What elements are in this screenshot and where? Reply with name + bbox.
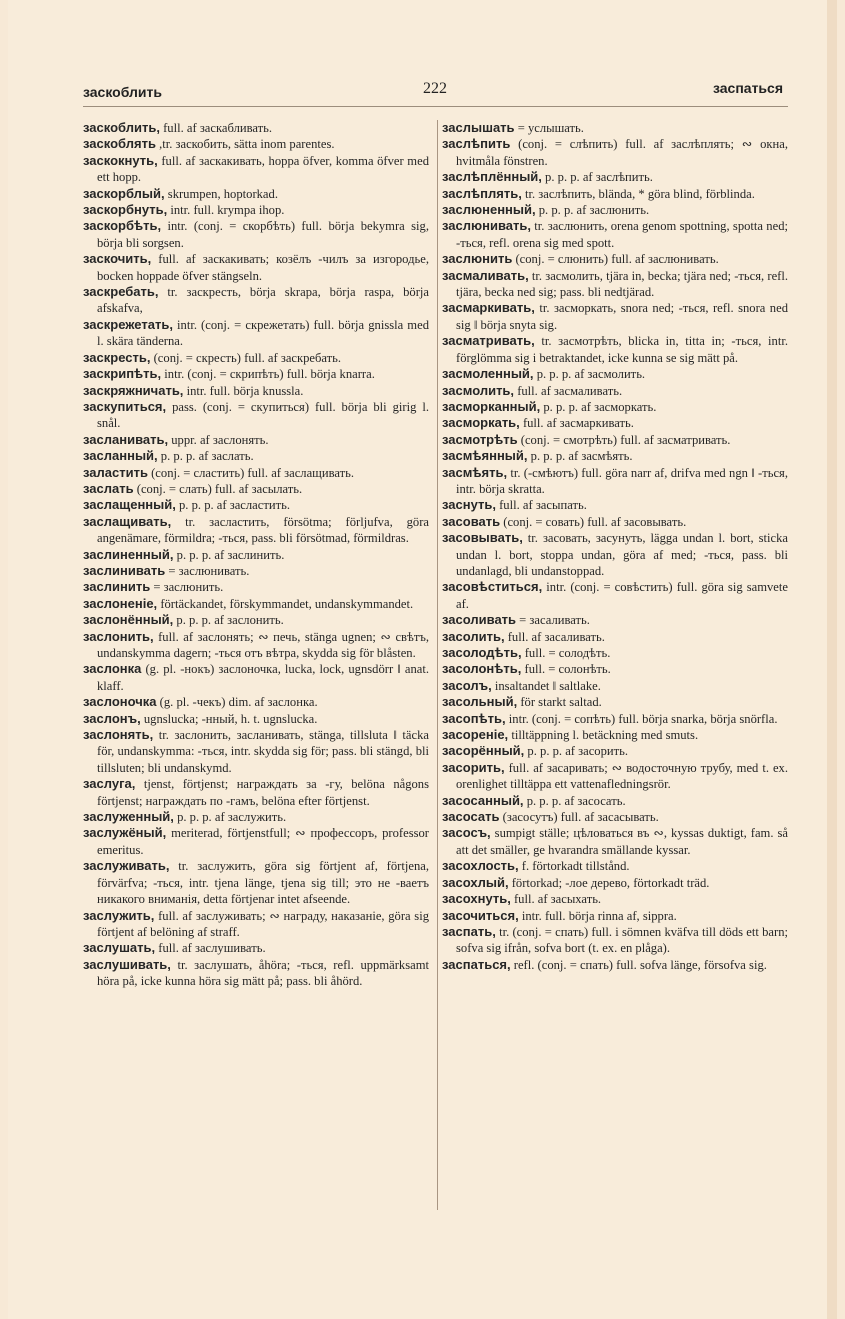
entry-definition: tr. (conj. = спать) full. i sömnen kväfva till döds ett barn; sofva sig ifrån, sofva bort (t. ex. en plåga).	[456, 924, 788, 956]
entry-definition: p. p. p. af заслать.	[157, 449, 254, 464]
dictionary-entry	[83, 350, 429, 366]
entry-headword: заслюненный,	[442, 202, 536, 218]
entry-headword: засочиться,	[442, 907, 519, 923]
entry-headword: засмолить,	[442, 382, 515, 398]
entry-headword: засосанный,	[442, 792, 524, 808]
entry-headword: заскорбнуть,	[83, 202, 168, 218]
entry-definition: p. p. p. af заслѣпить.	[541, 170, 653, 185]
entry-headword: засосать	[442, 809, 500, 825]
dictionary-entry	[83, 120, 429, 136]
page-header	[83, 80, 783, 104]
entry-headword: засохлость,	[442, 858, 519, 874]
entry-headword: заслѣпить	[442, 136, 511, 152]
dictionary-entry	[442, 891, 788, 907]
entry-headword: заслуга,	[83, 776, 136, 792]
entry-headword: заслонённый,	[83, 612, 174, 628]
entry-definition: full. af заскабливать.	[159, 121, 273, 135]
entry-definition: = заслюнить.	[150, 580, 224, 595]
entry-headword: заспать,	[442, 923, 496, 939]
dictionary-entry	[83, 776, 429, 809]
entry-definition: (g. pl. -чекъ) dim. af заслонка.	[156, 695, 318, 710]
entry-definition: tr. заслужить, göra sig förtjent af, förtjena, förvärfva; -ться, intr. tjena länge, tjena sig till; это не -ваетъ никакого вниманія, detta förtjenar intet afseende.	[97, 859, 429, 907]
dictionary-entry	[442, 300, 788, 333]
entry-headword: засореніе,	[442, 727, 509, 743]
entry-headword: заскоблить,	[83, 120, 160, 135]
entry-definition: tr. засмолить, tjära in, becka; tjära ned; -ться, refl. tjära, becka ned sig; pass. bli nedtjärad.	[456, 268, 788, 300]
dictionary-entry	[83, 366, 429, 382]
entry-headword: заскупиться,	[83, 398, 167, 414]
entry-definition: p. p. p. af засосать.	[523, 793, 626, 808]
dictionary-entry	[442, 793, 788, 809]
entry-definition: tr. заслонить, засланивать, stänga, tillsluta ‖ täcka för, undanskymma: -ться, intr. skydda sig för; pass. bli stängd, bli tillsluten; bli undanskymd.	[97, 728, 429, 775]
dictionary-entry	[442, 727, 788, 743]
dictionary-entry	[83, 596, 429, 612]
entry-headword: засмѣять,	[442, 464, 508, 480]
entry-definition: full. af засаривать; ∾ водосточную трубу, med t. ex. orenlighet tilltäppa ett vattenafledningsrör.	[456, 760, 788, 792]
entry-definition: (conj. = слѣпить) full. af заслѣплять; ∾ окна, hvitmåla fönstren.	[456, 137, 788, 168]
header-right-word: заспаться	[712, 80, 783, 96]
dictionary-entry	[442, 136, 788, 169]
header-rule	[83, 106, 788, 107]
dictionary-entry	[442, 333, 788, 366]
entry-definition: insaltandet ‖ saltlake.	[491, 678, 601, 693]
dictionary-entry	[83, 727, 429, 776]
dictionary-entry	[442, 924, 788, 957]
entry-headword: засовать	[442, 513, 501, 529]
entry-definition: full. af заслонять; ∾ печь, stänga ugnen; ∾ свѣтъ, undanskymma dagern; -ться отъ вѣтра, skydda sig för blåsten.	[97, 629, 429, 660]
entry-definition: tilltäppning l. betäckning med smuts.	[508, 728, 699, 743]
entry-definition: full. af заскакивать; козёлъ -чилъ за изгородье, bocken hoppade öfver stängseln.	[97, 252, 429, 283]
entry-headword: заснуть,	[442, 497, 496, 513]
dictionary-entry	[442, 186, 788, 202]
entry-headword: заслѣплять,	[442, 185, 522, 201]
left-column	[83, 120, 429, 990]
entry-headword: засмаливать,	[442, 267, 529, 283]
dictionary-entry	[442, 218, 788, 251]
entry-headword: засланный,	[83, 448, 158, 464]
dictionary-entry	[442, 678, 788, 694]
entry-headword: заслѣплённый,	[442, 169, 542, 185]
dictionary-entry	[442, 809, 788, 825]
dictionary-entry	[442, 579, 788, 612]
entry-headword: засохнуть,	[442, 891, 511, 907]
dictionary-entry	[442, 432, 788, 448]
entry-headword: засолонѣть,	[442, 661, 522, 677]
entry-definition: = заслюнивать.	[165, 563, 250, 578]
dictionary-entry	[83, 629, 429, 662]
entry-headword: заслуженный,	[83, 809, 174, 825]
dictionary-entry	[442, 743, 788, 759]
entry-headword: засопѣть,	[442, 710, 506, 726]
entry-headword: заслинить	[83, 579, 151, 595]
entry-definition: tr. заслѣпить, blända, * göra blind, förblinda.	[521, 186, 755, 201]
dictionary-entry	[83, 563, 429, 579]
entry-headword: засмотрѣть	[442, 431, 518, 447]
entry-definition: intr. full. börja rinna af, sippra.	[518, 908, 677, 923]
entry-definition: f. förtorkadt tillstånd.	[518, 859, 630, 874]
dictionary-entry	[83, 317, 429, 350]
entry-headword: засольный,	[442, 694, 518, 710]
entry-headword: засохлый,	[442, 874, 509, 890]
entry-headword: заскряжничать,	[83, 382, 184, 398]
entry-headword: заслинивать	[83, 562, 166, 578]
dictionary-entry	[442, 661, 788, 677]
dictionary-entry	[442, 908, 788, 924]
entry-definition: ,tr. заскобить, sätta inom parentes.	[155, 137, 335, 152]
dictionary-entry	[83, 940, 429, 956]
dictionary-entry	[442, 448, 788, 464]
entry-headword: засмоленный,	[442, 366, 534, 382]
entry-definition: tr. засовать, засунуть, lägga undan l. bort, sticka undan l. bort, stoppa undan, göra af med; -ться, pass. bli undanlagd, bli undanstoppad.	[456, 531, 788, 578]
entry-definition: p. p. p. af заслужить.	[173, 810, 287, 825]
dictionary-entry	[442, 366, 788, 382]
entry-headword: заслушивать,	[83, 956, 171, 972]
dictionary-entry	[83, 711, 429, 727]
entry-headword: заскокнуть,	[83, 152, 158, 168]
dictionary-entry	[442, 399, 788, 415]
entry-definition: tr. заслушать, åhöra; -ться, refl. uppmärksamt höra på, icke kunna höra sig mätt på; pass. bli åhörd.	[97, 957, 429, 989]
entry-definition: full. af засаливать.	[504, 629, 605, 644]
dictionary-entry	[442, 415, 788, 431]
dictionary-entry	[83, 202, 429, 218]
entry-definition: = засаливать.	[516, 613, 590, 628]
entry-headword: засовывать,	[442, 530, 523, 546]
entry-definition: full. af засыхать.	[510, 892, 602, 907]
entry-definition: för starkt saltad.	[517, 695, 602, 710]
entry-definition: (g. pl. -нокъ) заслоночка, lucka, lock, ugnsdörr ‖ anat. klaff.	[97, 662, 429, 693]
entry-definition: intr. (conj. = совѣстить) full. göra sig samvete af.	[456, 580, 788, 611]
dictionary-entry	[442, 465, 788, 498]
entry-headword: засорённый,	[442, 743, 525, 759]
entry-definition: refl. (conj. = спать) full. sofva länge, försofva sig.	[510, 957, 767, 972]
dictionary-entry	[442, 711, 788, 727]
entry-definition: p. p. p. af засластить.	[175, 498, 290, 513]
entry-headword: засолодѣть,	[442, 645, 522, 660]
entry-headword: засолить,	[442, 628, 505, 644]
entry-definition: full. af засмаливать.	[514, 383, 623, 398]
dictionary-entry	[83, 383, 429, 399]
dictionary-entry	[83, 612, 429, 628]
entry-definition: p. p. p. af засорить.	[524, 744, 629, 759]
dictionary-entry	[83, 858, 429, 907]
dictionary-entry	[442, 612, 788, 628]
entry-definition: skrumpen, hoptorkad.	[164, 186, 278, 201]
entry-definition: förtorkad; -лое дерево, förtorkadt träd.	[508, 875, 710, 890]
entry-headword: заскресть,	[83, 349, 151, 365]
right-column	[442, 120, 788, 973]
dictionary-entry	[442, 383, 788, 399]
dictionary-entry	[83, 448, 429, 464]
entry-headword: засовѣститься,	[442, 579, 543, 595]
entry-definition: intr. (conj. = сопѣть) full. börja snarka, börja snörfla.	[505, 711, 778, 726]
dictionary-entry	[83, 694, 429, 710]
entry-definition: förtäckandet, förskymmandet, undanskymmandet.	[157, 596, 414, 611]
entry-headword: заслонъ,	[83, 710, 141, 726]
entry-headword: заскрипѣть,	[83, 366, 162, 382]
entry-headword: заскоблять	[83, 136, 156, 152]
entry-headword: заслушать,	[83, 940, 156, 956]
dictionary-entry	[83, 432, 429, 448]
entry-definition: (conj. = сластить) full. af заслащивать.	[147, 465, 355, 480]
entry-definition: tr. засмотрѣть, blicka in, titta in; -ться, intr. förglömma sig i betraktandet, icke kunna se sig mätt på.	[456, 334, 788, 365]
dictionary-entry	[83, 465, 429, 481]
entry-definition: intr. full. krympa ihop.	[167, 203, 285, 218]
dictionary-entry	[442, 497, 788, 513]
entry-headword: заслонять,	[83, 727, 154, 743]
dictionary-entry	[442, 760, 788, 793]
entry-headword: заскочить,	[83, 251, 152, 267]
dictionary-entry	[83, 579, 429, 595]
dictionary-entry	[83, 825, 429, 858]
entry-definition: tr. засморкать, snora ned; -ться, refl. snora ned sig ‖ börja snyta sig.	[456, 301, 788, 332]
dictionary-entry	[83, 251, 429, 284]
entry-headword: заслоненіе,	[83, 595, 158, 611]
dictionary-entry	[442, 957, 788, 973]
dictionary-entry	[442, 694, 788, 710]
dictionary-entry	[442, 251, 788, 267]
entry-headword: заслоночка	[83, 694, 157, 710]
dictionary-entry	[83, 497, 429, 513]
dictionary-entry	[442, 645, 788, 661]
entry-headword: заслюнить	[442, 251, 513, 267]
entry-headword: заслонка	[83, 661, 142, 677]
dictionary-entry	[83, 153, 429, 186]
entry-headword: засорить,	[442, 759, 505, 775]
entry-headword: заслонить,	[83, 628, 154, 644]
dictionary-entry	[442, 825, 788, 858]
entry-headword: засосъ,	[442, 825, 491, 841]
entry-definition: (conj. = совать) full. af засовывать.	[500, 514, 687, 529]
dictionary-entry	[83, 136, 429, 152]
dictionary-entry	[83, 284, 429, 317]
entry-definition: (conj. = слать) full. af засылать.	[133, 481, 303, 496]
entry-definition: p. p. p. af засмолить.	[533, 367, 646, 382]
entry-headword: засоливать	[442, 612, 517, 628]
dictionary-entry	[442, 268, 788, 301]
entry-definition: intr. (conj. = скрипѣть) full. börja knarra.	[161, 367, 375, 382]
dictionary-entry	[83, 218, 429, 251]
entry-definition: full. af засмаркивать.	[519, 416, 634, 431]
dictionary-entry	[442, 169, 788, 185]
entry-headword: заслащенный,	[83, 497, 176, 513]
page-edge	[827, 0, 837, 1319]
entry-definition: p. p. p. af заслюнить.	[535, 203, 650, 218]
dictionary-entry	[442, 202, 788, 218]
dictionary-entry	[83, 399, 429, 432]
entry-definition: (conj. = слюнить) full. af заслюнивать.	[512, 252, 719, 267]
dictionary-entry	[83, 957, 429, 990]
entry-headword: заскребать,	[83, 284, 159, 300]
entry-headword: засморкать,	[442, 415, 520, 431]
entry-definition: intr. (conj. = скорбѣть) full. börja bekymra sig, börja bli sorgsen.	[97, 219, 429, 250]
entry-definition: tjenst, förtjenst; награждать за -гу, belöna någons förtjenst; награждать по -гамъ, belöna efter förtjenst.	[97, 777, 429, 808]
dictionary-entry	[83, 661, 429, 694]
entry-headword: заскорблый,	[83, 185, 165, 201]
entry-headword: заскрежетать,	[83, 316, 173, 332]
entry-definition: tr. (-смѣютъ) full. göra narr af, drifva med ngn ‖ -ться, intr. börja skratta.	[456, 465, 788, 496]
entry-headword: заластить	[83, 464, 148, 480]
entry-definition: p. p. p. af заслонить.	[173, 613, 284, 628]
entry-definition: (conj. = смотрѣть) full. af засматривать.	[517, 432, 731, 447]
entry-definition: full. af заскакивать, hoppa öfver, komma öfver med ett hopp.	[97, 153, 429, 185]
entry-headword: засмѣянный,	[442, 448, 528, 464]
entry-headword: заслышать	[442, 120, 515, 135]
entry-definition: = услышать.	[514, 121, 584, 135]
entry-definition: full. = солодѣть.	[521, 646, 611, 660]
entry-headword: засматривать,	[442, 333, 535, 349]
entry-definition: tr. заслюнить, orena genom spottning, spotta ned; -ться, refl. orena sig med spott.	[456, 219, 788, 250]
entry-definition: p. p. p. af засмѣять.	[527, 449, 633, 464]
page-number: 222	[423, 80, 447, 97]
dictionary-entry	[83, 186, 429, 202]
entry-definition: full. af заслушивать.	[155, 941, 266, 956]
entry-headword: заслуживать,	[83, 858, 170, 874]
dictionary-entry	[442, 120, 788, 136]
entry-headword: заскорбѣть,	[83, 218, 162, 234]
entry-headword: заслюнивать,	[442, 218, 531, 234]
entry-definition: pass. (conj. = скупиться) full. börja bli girig l. snål.	[97, 399, 429, 431]
entry-headword: засмаркивать,	[442, 300, 535, 316]
dictionary-entry	[442, 875, 788, 891]
entry-definition: full. af заслуживать; ∾ награду, наказаніе, göra sig förtjent af belöning af straff.	[97, 908, 429, 939]
entry-headword: заслать	[83, 480, 134, 496]
entry-definition: full. = солонѣть.	[521, 662, 611, 677]
dictionary-entry	[83, 481, 429, 497]
entry-definition: uppr. af заслонять.	[168, 432, 269, 447]
entry-definition: intr. (conj. = скрежетать) full. börja gnissla med l. skära tänderna.	[97, 317, 429, 349]
dictionary-entry	[442, 858, 788, 874]
column-divider	[437, 120, 438, 1210]
entry-headword: заслужёный,	[83, 825, 167, 841]
header-left-word: заскоблить	[83, 84, 162, 100]
entry-definition: (conj. = скресть) full. af заскребать.	[150, 350, 342, 365]
dictionary-entry	[83, 809, 429, 825]
dictionary-entry	[442, 629, 788, 645]
entry-headword: засморканный,	[442, 398, 541, 414]
entry-headword: заслащивать,	[83, 513, 172, 529]
entry-definition: meriterad, förtjenstfull; ∾ профессоръ, professor emeritus.	[97, 826, 429, 857]
entry-headword: заслиненный,	[83, 546, 174, 562]
entry-definition: ugnslucka; -нный, h. t. ugnslucka.	[140, 711, 318, 726]
entry-headword: засланивать,	[83, 431, 169, 447]
entry-definition: (засосутъ) full. af засасывать.	[499, 810, 659, 825]
dictionary-entry	[83, 547, 429, 563]
entry-definition: p. p. p. af засморкать.	[540, 399, 657, 414]
entry-headword: засолъ,	[442, 677, 492, 693]
entry-definition: full. af засыпать.	[495, 498, 587, 513]
entry-definition: sumpigt ställe; цѣловаться въ ∾, kyssas duktigt, fam. så att det smäller, ge hvarandra smällande kyssar.	[456, 826, 788, 857]
dictionary-entry	[83, 514, 429, 547]
dictionary-entry	[442, 514, 788, 530]
entry-headword: заспаться,	[442, 956, 511, 972]
entry-headword: заслужить,	[83, 907, 155, 923]
entry-definition: tr. заскресть, börja skrapa, börja raspa, börja afskafva,	[97, 285, 429, 316]
entry-definition: intr. full. börja knussla.	[183, 383, 304, 398]
dictionary-entry	[83, 908, 429, 941]
dictionary-entry	[442, 530, 788, 579]
entry-definition: tr. засластить, försötma; förljufva, göra angenämare, förmildra; -ться, pass. bli försötmad, förmildras.	[97, 514, 429, 546]
entry-definition: p. p. p. af заслинить.	[173, 547, 285, 562]
